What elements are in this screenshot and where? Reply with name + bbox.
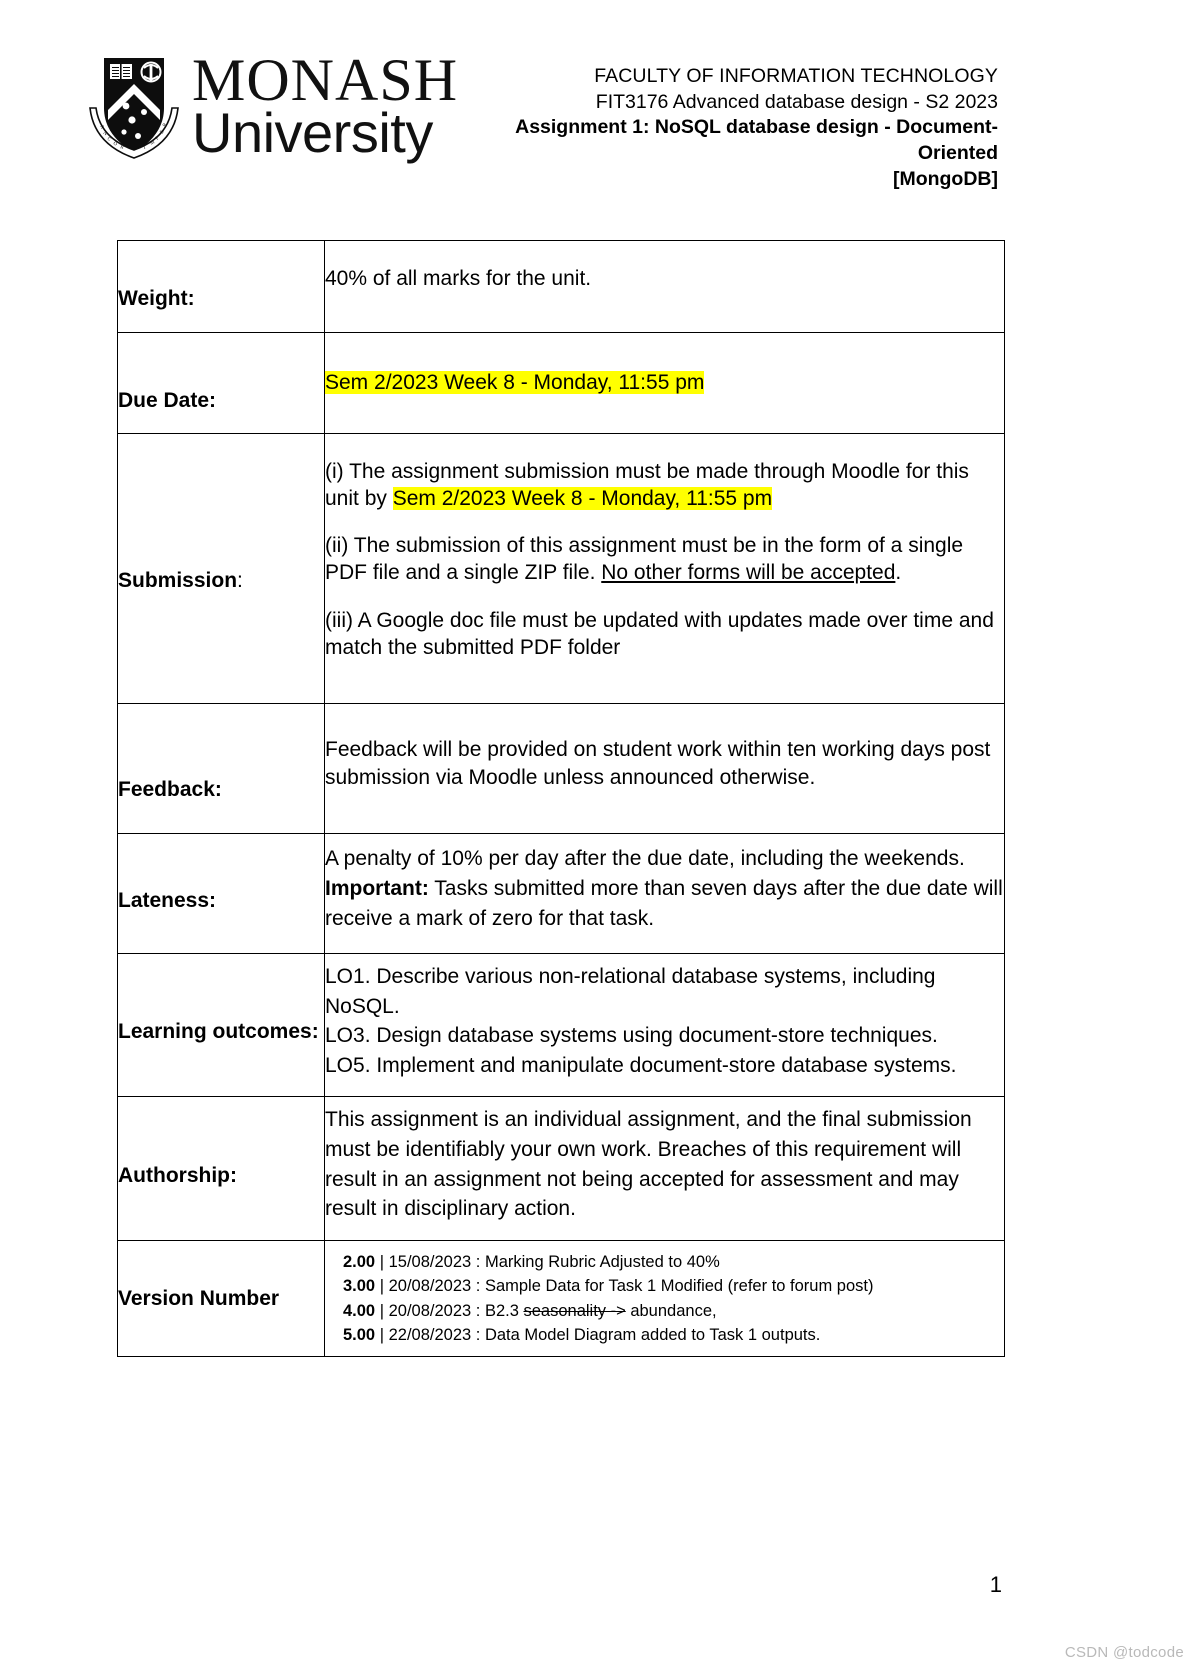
label-weight: Weight: — [118, 241, 325, 333]
version-note-pre: B2.3 — [484, 1301, 524, 1320]
table-row-feedback — [118, 704, 1005, 834]
header-title-block — [458, 64, 998, 193]
submission-item-i — [325, 458, 1004, 513]
unit-name: FIT3176 Advanced database design - S2 2023 — [595, 90, 998, 113]
version-date: 22/08/2023 — [388, 1325, 472, 1344]
value-feedback: Feedback will be provided on student work within ten working days post submission via Moodle unless announced otherwise. — [325, 704, 1005, 834]
lateness-important — [325, 874, 1004, 934]
label-due-date: Due Date: — [118, 333, 325, 433]
label-lateness: Lateness: — [118, 833, 325, 953]
version-date: 20/08/2023 — [388, 1277, 472, 1296]
version-separator: | — [375, 1325, 389, 1344]
version-number: 2.00 — [343, 1253, 376, 1272]
version-note: Sample Data for Task 1 Modified (refer to forum post) — [484, 1277, 874, 1296]
label-version-number: Version Number — [118, 1241, 325, 1357]
svg-text:P: P — [154, 135, 161, 142]
label-authorship: Authorship: — [118, 1096, 325, 1240]
page-header — [0, 40, 1198, 190]
value-authorship: This assignment is an individual assignment, and the final submission must be identifiably your own work. Breaches of this requirement will result in an assignment not being accepted for assessment and may result in disciplinary action. — [325, 1096, 1005, 1240]
submission-ii-period: . — [895, 561, 902, 585]
version-colon: : — [471, 1253, 485, 1272]
table-row-due-date — [118, 333, 1005, 433]
table-row-lateness — [118, 833, 1005, 953]
version-note: Marking Rubric Adjusted to 40% — [484, 1253, 720, 1272]
wordmark-university: University — [192, 100, 433, 164]
version-number: 4.00 — [343, 1301, 376, 1320]
value-due-date — [325, 333, 1005, 433]
assignment-title: Assignment 1: NoSQL database design - Document-Oriented — [515, 116, 998, 165]
page-number: 1 — [989, 1572, 1002, 1597]
table-row-submission — [118, 433, 1005, 704]
svg-text:M: M — [149, 140, 156, 147]
version-note-post: abundance, — [625, 1301, 717, 1320]
table-row-weight — [118, 241, 1005, 333]
svg-text:R: R — [119, 145, 125, 151]
submission-i-text: (i) The assignment submission must be made through Moodle for this unit by — [325, 459, 969, 510]
learning-outcome-lo1: LO1. Describe various non-relational database systems, including NoSQL. — [325, 965, 936, 1018]
version-number: 3.00 — [343, 1277, 376, 1296]
lateness-important-label: Important: — [325, 876, 429, 900]
label-lo-line2: outcomes: — [212, 1020, 319, 1044]
label-learning-outcomes — [118, 954, 325, 1097]
version-note-strikethrough: seasonality -> — [523, 1301, 626, 1320]
version-number: 5.00 — [343, 1325, 376, 1344]
version-entry — [343, 1323, 1004, 1347]
svg-text:N: N — [101, 131, 108, 138]
version-separator: | — [375, 1253, 389, 1272]
table-row-version-number — [118, 1241, 1005, 1357]
version-entry — [343, 1274, 1004, 1298]
label-submission-colon: : — [237, 569, 243, 593]
version-date: 20/08/2023 — [388, 1301, 472, 1320]
label-submission — [118, 433, 325, 704]
version-note: Data Model Diagram added to Task 1 outputs. — [484, 1325, 821, 1344]
version-date: 15/08/2023 — [388, 1253, 472, 1272]
value-submission — [325, 433, 1005, 704]
version-separator: | — [375, 1277, 389, 1296]
faculty-name: FACULTY OF INFORMATION TECHNOLOGY — [594, 65, 998, 87]
svg-text:A: A — [98, 124, 105, 131]
version-separator: | — [375, 1301, 389, 1320]
assignment-info-table — [117, 240, 1005, 1357]
wordmark-monash: MONASH — [192, 47, 459, 114]
version-colon: : — [471, 1277, 485, 1296]
watermark: CSDN @todcode — [1064, 1644, 1184, 1661]
svg-text:I: I — [143, 145, 147, 151]
value-lateness — [325, 833, 1005, 953]
value-version-number — [325, 1241, 1005, 1357]
version-entry — [343, 1299, 1004, 1323]
due-date-highlight: Sem 2/2023 Week 8 - Monday, 11:55 pm — [325, 371, 705, 395]
monash-crest-icon — [86, 50, 182, 162]
table-row-learning-outcomes — [118, 954, 1005, 1097]
table-row-authorship — [118, 1096, 1005, 1240]
version-colon: : — [471, 1325, 485, 1344]
submission-item-ii — [325, 532, 1004, 587]
label-lo-line1: Learning — [118, 1020, 207, 1044]
lateness-penalty: A penalty of 10% per day after the due date, including the weekends. — [325, 846, 965, 870]
svg-text:E: E — [159, 129, 166, 136]
svg-text:R: R — [162, 122, 169, 128]
monash-wordmark — [192, 47, 459, 164]
svg-text:O: O — [112, 141, 118, 148]
label-feedback: Feedback: — [118, 704, 325, 834]
lateness-important-text: Tasks submitted more than seven days after the due date will receive a mark of zero for that task. — [325, 876, 1003, 930]
svg-text:C: C — [105, 136, 112, 143]
submission-ii-text: (ii) The submission of this assignment must be in the form of a single PDF file and a single ZIP file. — [325, 534, 964, 585]
label-submission-text: Submission — [118, 569, 238, 593]
submission-i-highlight: Sem 2/2023 Week 8 - Monday, 11:55 pm — [392, 486, 773, 510]
learning-outcome-lo5: LO5. Implement and manipulate document-store database systems. — [325, 1053, 957, 1077]
database-tag: [MongoDB] — [892, 167, 998, 190]
value-weight: 40% of all marks for the unit. — [325, 241, 1005, 333]
value-learning-outcomes — [325, 954, 1005, 1097]
submission-item-iii: (iii) A Google doc file must be updated with updates made over time and match the submitted PDF folder — [325, 608, 994, 660]
submission-ii-underline: No other forms will be accepted — [601, 561, 896, 585]
monash-logo — [86, 47, 459, 164]
version-entry — [343, 1250, 1004, 1274]
learning-outcome-lo3: LO3. Design database systems using document-store techniques. — [325, 1024, 938, 1048]
version-colon: : — [471, 1301, 485, 1320]
